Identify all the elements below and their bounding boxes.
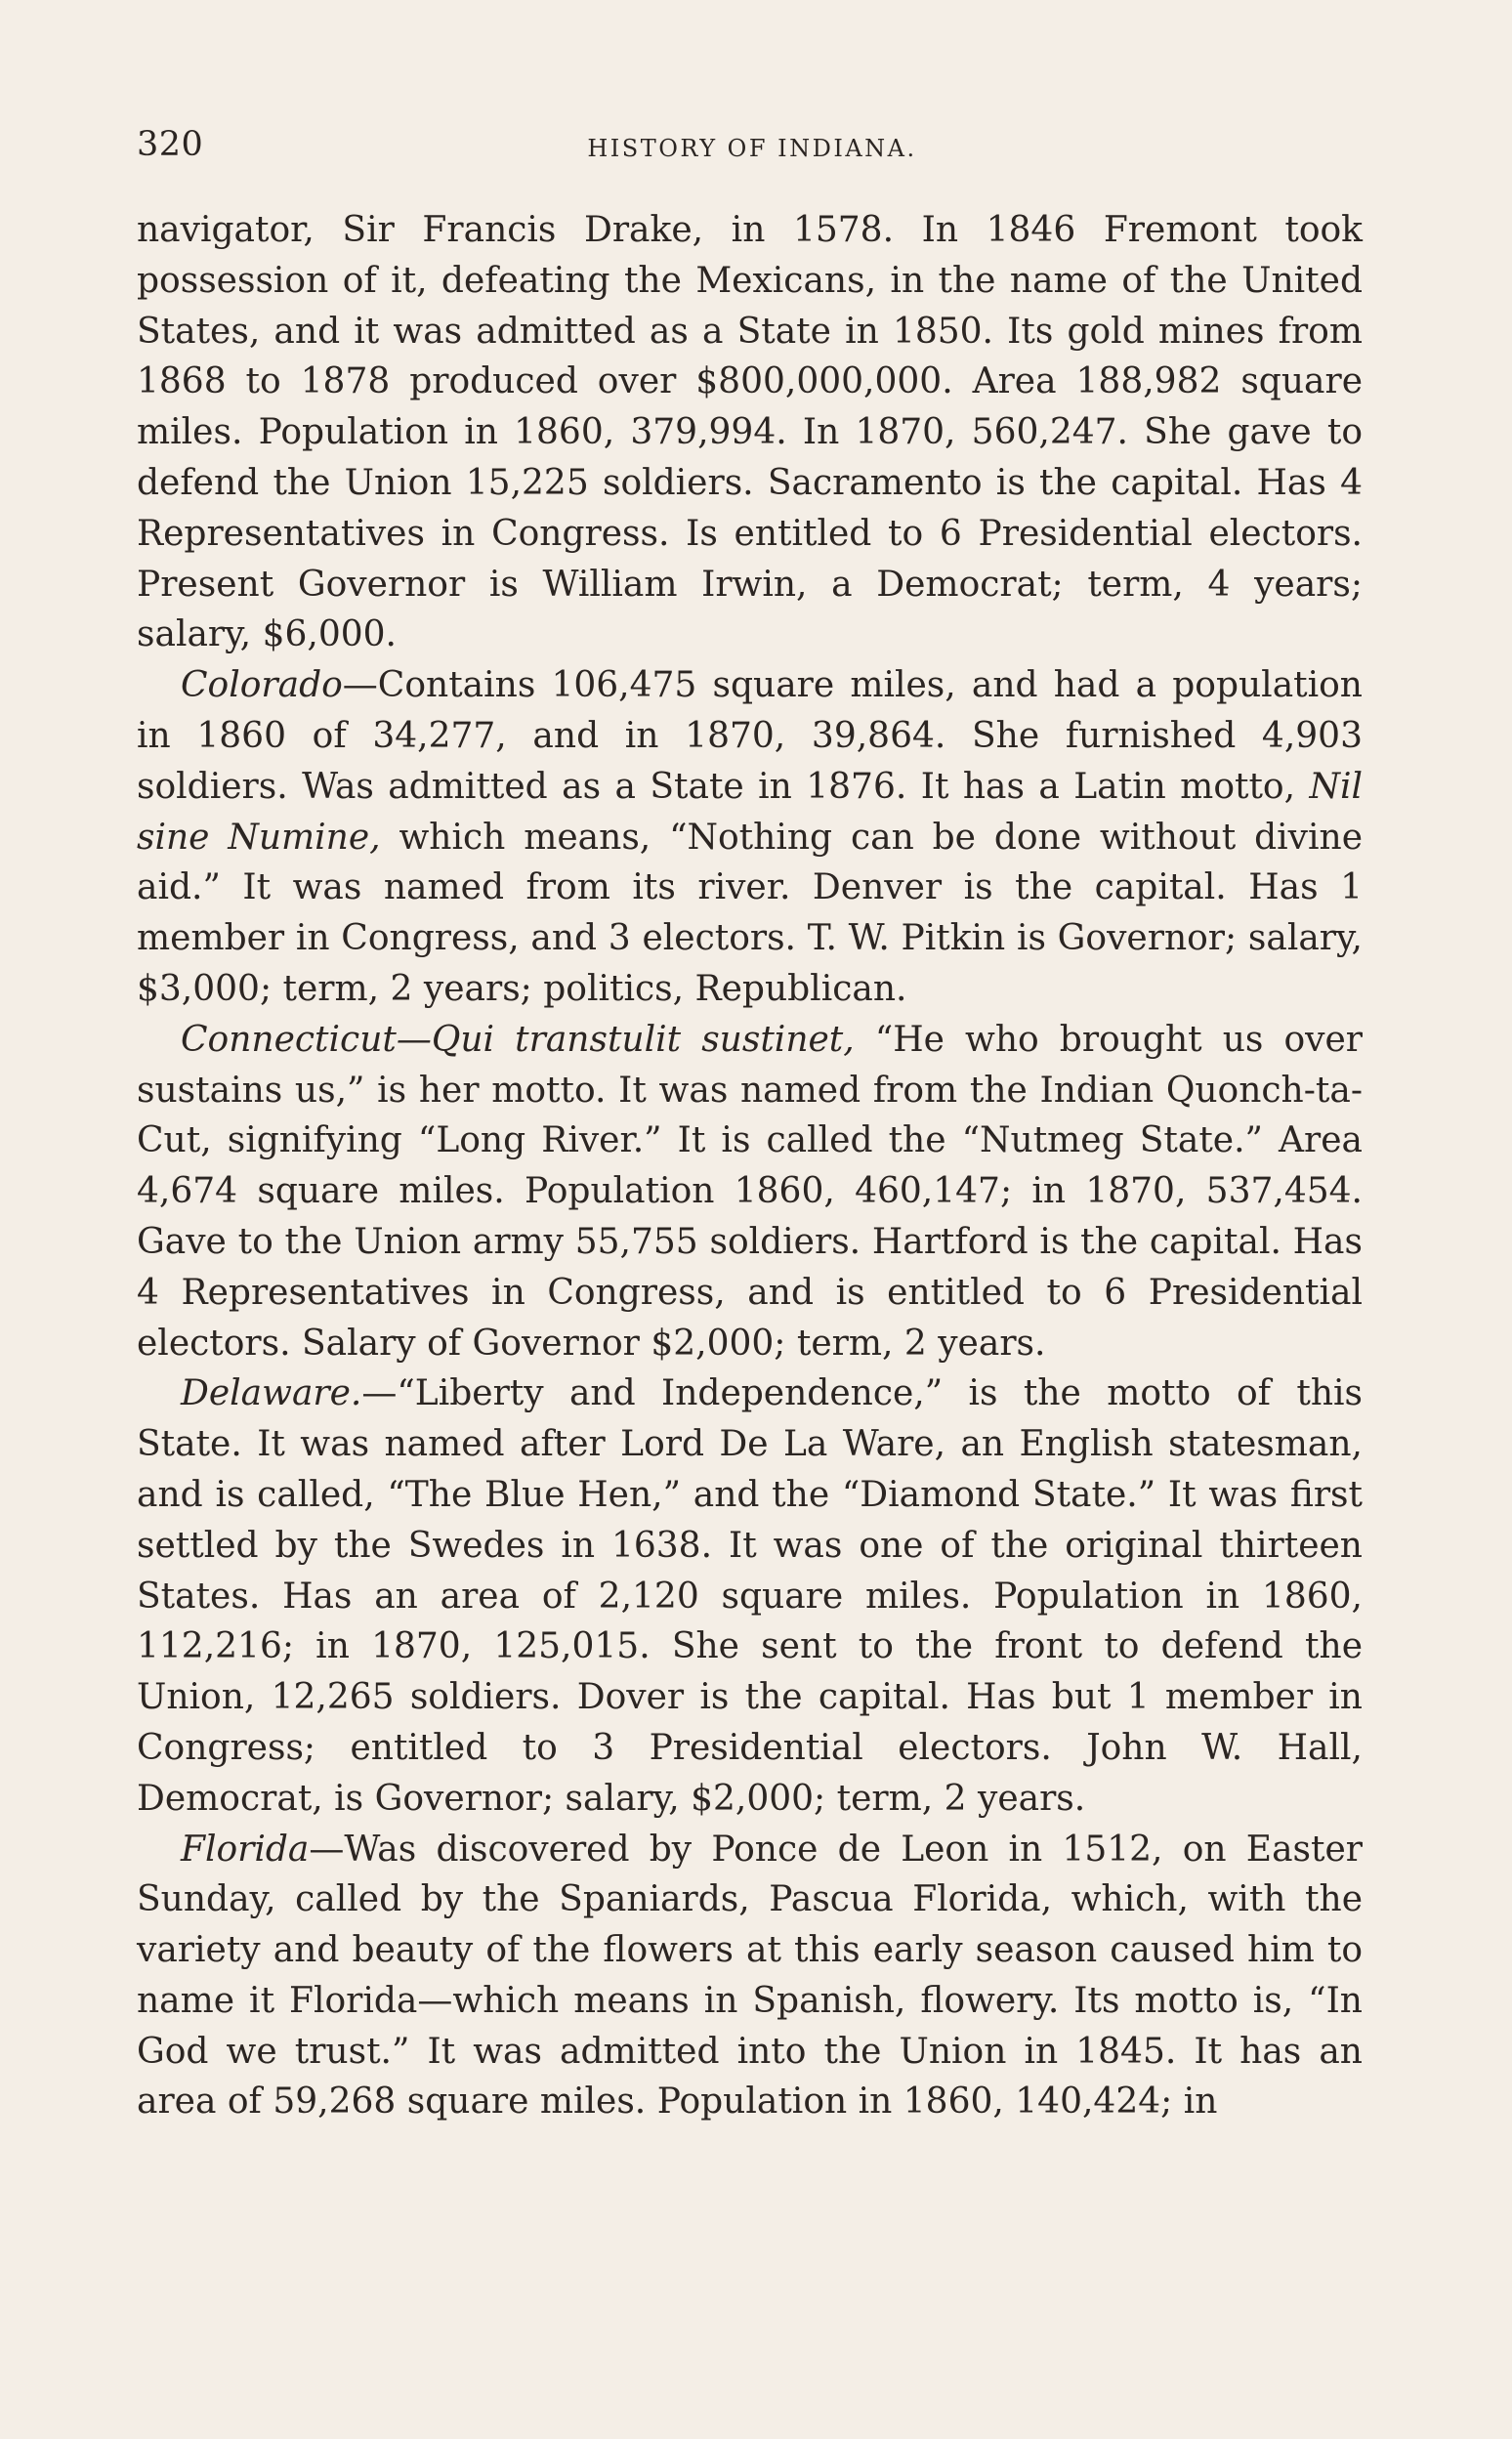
body-text [137, 205, 1363, 2127]
colorado-text-1: —Contains 106,475 square miles, and had a population in 1860 of 34,277, and in 1870, 39,864. She furnished 4,903 soldiers. Was admitted as a State in 1876. It has a Latin motto, [137, 665, 1363, 807]
colorado-motto: Nil sine Numine, [137, 766, 1363, 858]
entry-name-delaware: Delaware. [181, 1373, 362, 1414]
paragraph-colorado [137, 660, 1363, 1015]
connecticut-text: “He who brought us over sustains us,” is her motto. It was named from the Indian Quonch-ta-Cut, signifying “Long River.” It is called the “Nutmeg State.” Area 4,674 square miles. Population 1860, 460,147; in 1870, 537,454. Gave to the Union army 55,755 soldiers. Hartford is the capital. Has 4 Representatives in Congress, and is entitled to 6 Presidential electors. Salary of Governor $2,000; term, 2 years. [137, 1019, 1363, 1364]
paragraph-connecticut [137, 1015, 1363, 1369]
colorado-text-2: which means, “Nothing can be done without divine aid.” It was named from its river. Denver is the capital. Has 1 member in Congress, and 3 electors. T. W. Pitkin is Governor; salary, $3,000; term, 2 years; politics, Republican. [137, 817, 1363, 1009]
paragraph-california [137, 205, 1363, 660]
florida-text: —Was discovered by Ponce de Leon in 1512, on Easter Sunday, called by the Spaniards, Pascua Florida, which, with the variety and beauty of the flowers at this early season caused him to name it Florida—which means in Spanish, flowery. Its motto is, “In God we trust.” It was admitted into the Union in 1845. It has an area of 59,268 square miles. Population in 1860, 140,424; in [137, 1829, 1363, 2123]
paragraph-florida [137, 1825, 1363, 2128]
california-text: navigator, Sir Francis Drake, in 1578. In 1846 Fremont took possession of it, defeating the Mexicans, in the name of the United States, and it was admitted as a State in 1850. Its gold mines from 1868 to 1878 produced over $800,000,000. Area 188,982 square miles. Population in 1860, 379,994. In 1870, 560,247. She gave to defend the Union 15,225 soldiers. Sacramento is the capital. Has 4 Representatives in Congress. Is entitled to 6 Presidential electors. Present Governor is William Irwin, a Democrat; term, 4 years; salary, $6,000. [137, 210, 1363, 655]
page-number: 320 [137, 125, 204, 164]
delaware-text: —“Liberty and Independence,” is the motto of this State. It was named after Lord De La Ware, an English statesman, and is called, “The Blue Hen,” and the “Diamond State.” It was first settled by the Swedes in 1638. It was one of the original thirteen States. Has an area of 2,120 square miles. Population in 1860, 112,216; in 1870, 125,015. She sent to the front to defend the Union, 12,265 soldiers. Dover is the capital. Has but 1 member in Congress; entitled to 3 Presidential electors. John W. Hall, Democrat, is Governor; salary, $2,000; term, 2 years. [137, 1373, 1363, 1819]
entry-name-colorado: Colorado [181, 665, 343, 706]
entry-name-florida: Florida [181, 1829, 310, 1870]
entry-name-connecticut: Connecticut—Qui transtulit sustinet, [181, 1019, 855, 1060]
page-header [137, 125, 1367, 174]
paragraph-delaware [137, 1368, 1363, 1824]
running-title: HISTORY OF INDIANA. [587, 135, 917, 162]
